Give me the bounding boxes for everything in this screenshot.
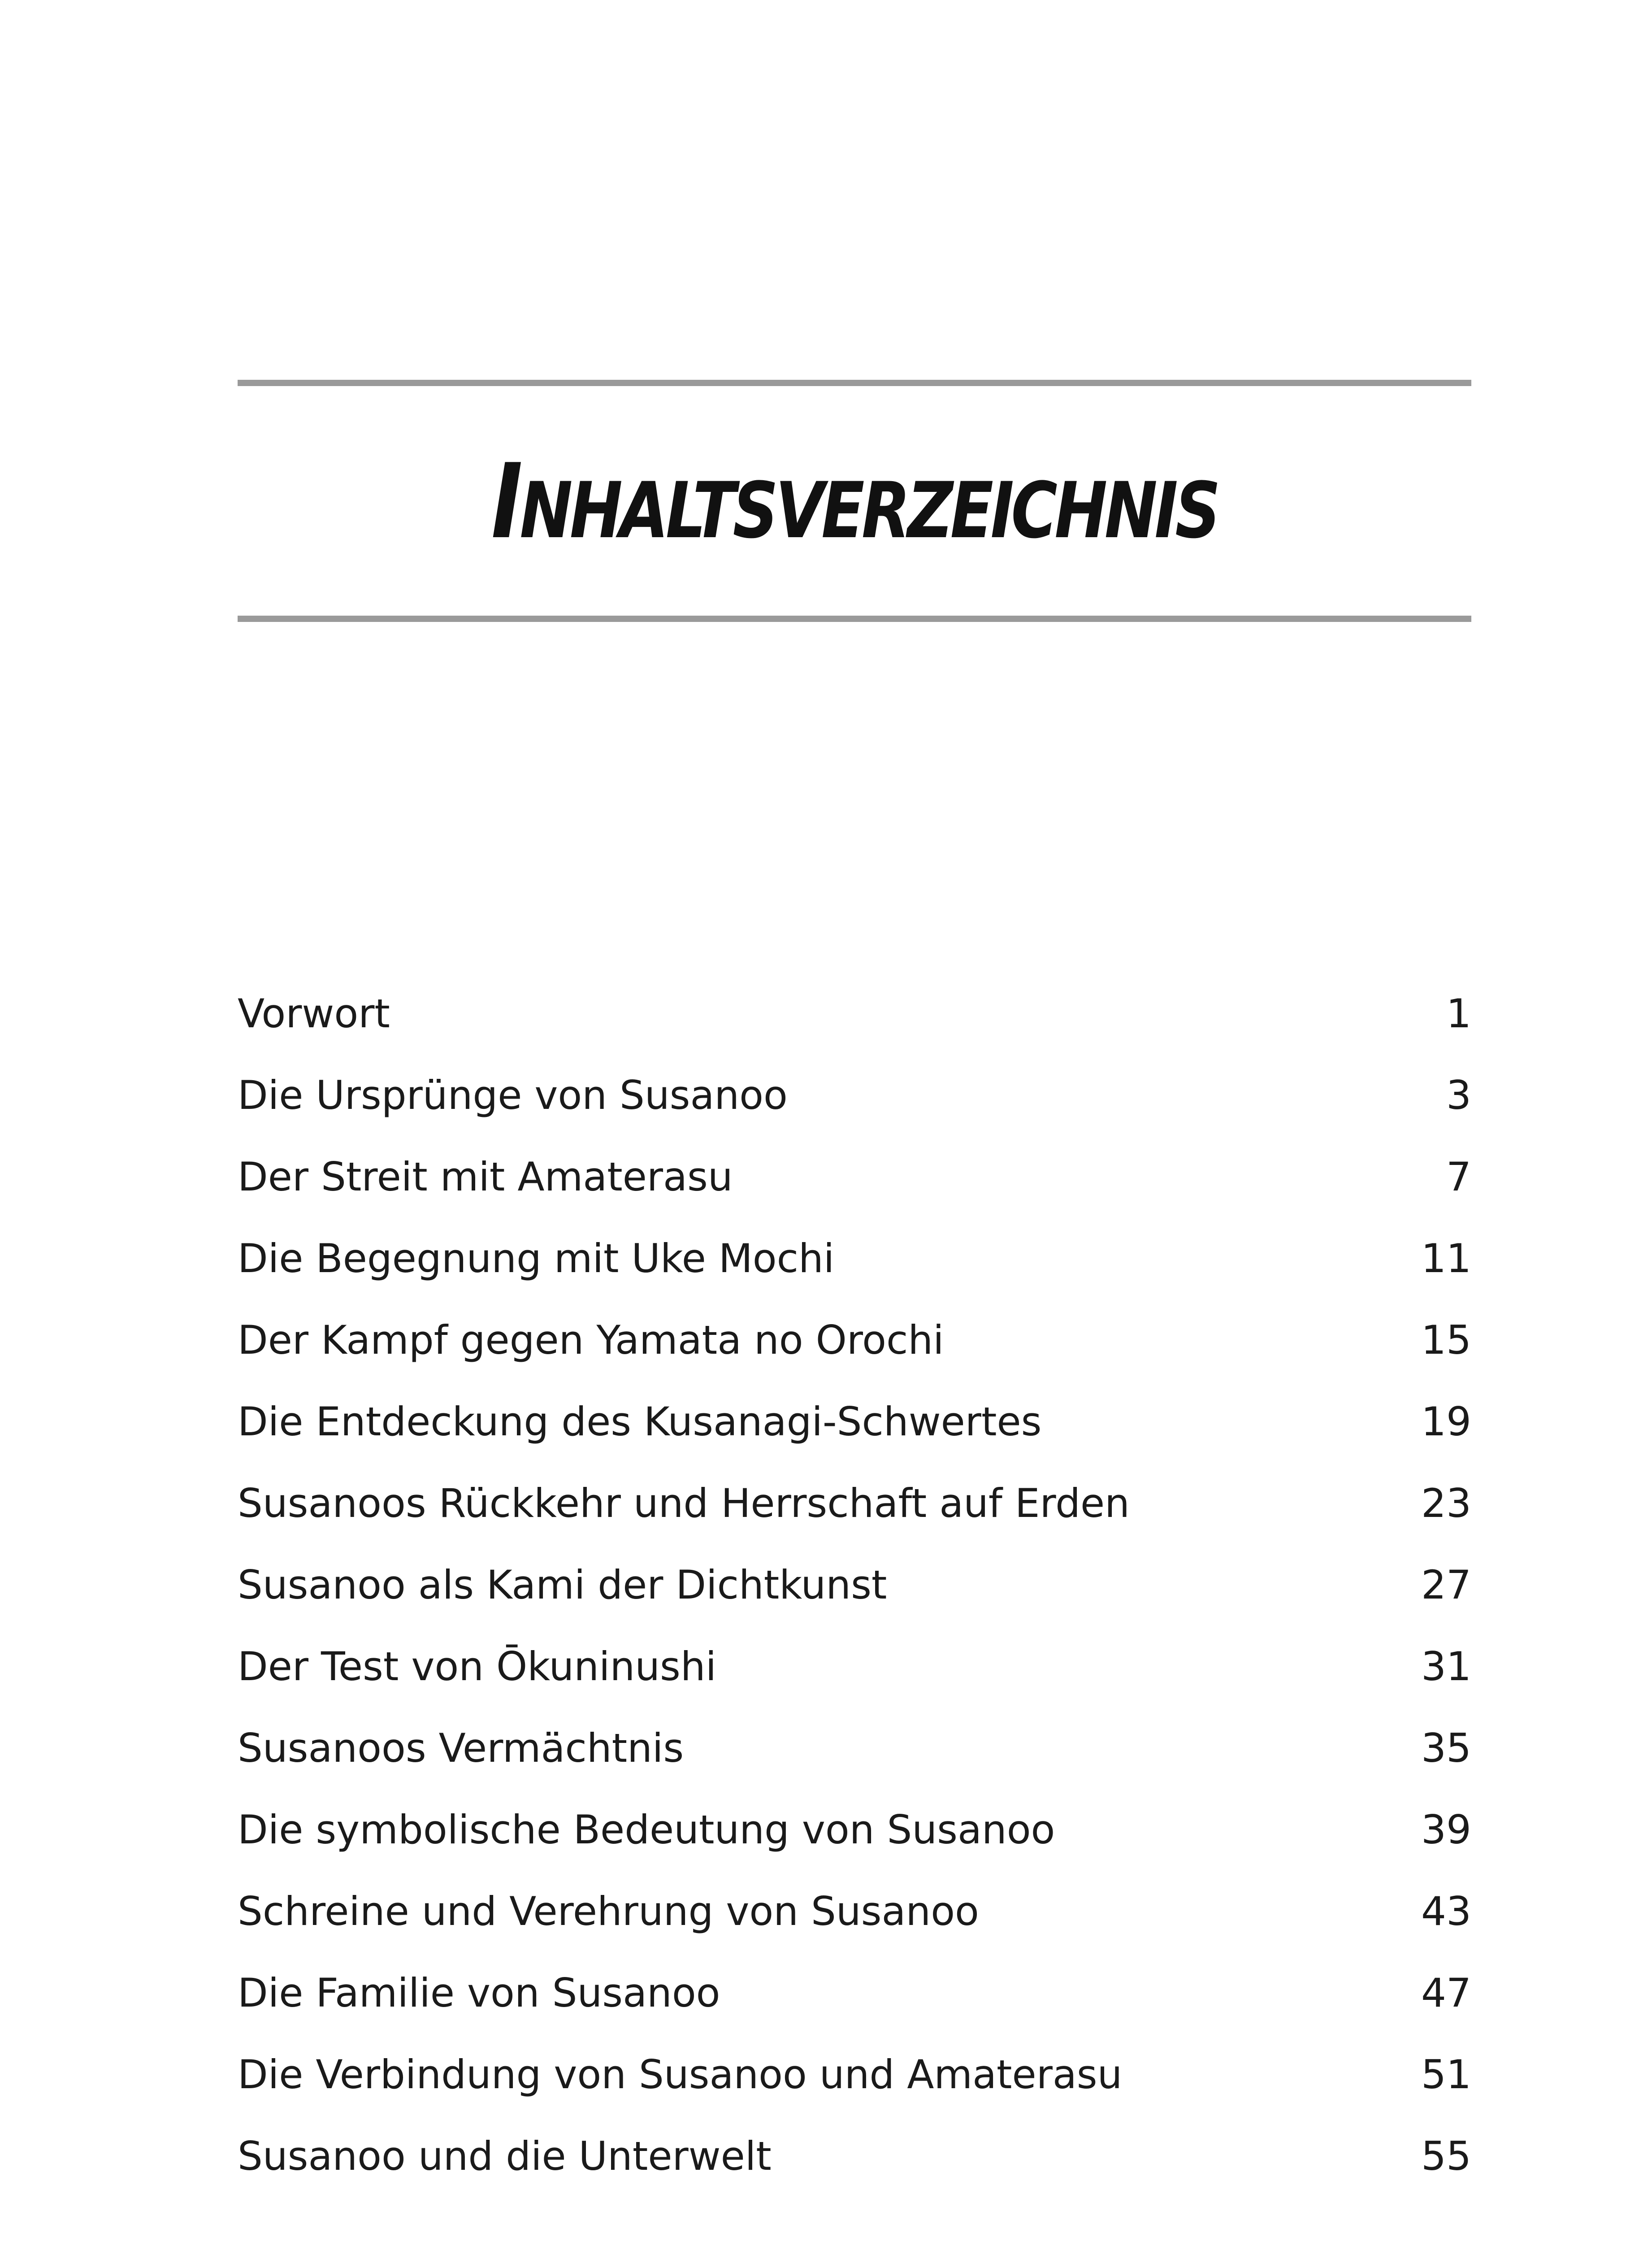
- toc-entry-title: Die Ursprünge von Susanoo: [238, 1072, 788, 1118]
- toc-entry-title: Die Verbindung von Susanoo und Amaterasu: [238, 2051, 1123, 2098]
- toc-entry-title: Susanoos Rückkehr und Herrschaft auf Erden: [238, 1480, 1130, 1526]
- toc-entry[interactable]: [238, 1708, 1471, 1789]
- toc-entry[interactable]: [238, 1952, 1471, 2034]
- toc-entry-title: Die Begegnung mit Uke Mochi: [238, 1235, 835, 1282]
- toc-entry[interactable]: [238, 1381, 1471, 1463]
- toc-entry-page: 23: [1421, 1480, 1471, 1526]
- toc-entry-title: Die Entdeckung des Kusanagi-Schwertes: [238, 1399, 1042, 1445]
- toc-entry-page: 51: [1421, 2051, 1471, 2098]
- toc-entry-title: Susanoo und die Unterwelt: [238, 2133, 772, 2179]
- toc-entry-page: 27: [1421, 1562, 1471, 1608]
- toc-entry-page: 31: [1421, 1643, 1471, 1690]
- toc-entry[interactable]: [238, 2034, 1471, 2116]
- toc-entry-page: 15: [1421, 1317, 1471, 1363]
- toc-entry-title: Susanoos Vermächtnis: [238, 1725, 684, 1771]
- title-rest: NHALTSVERZEICHNIS: [520, 465, 1218, 556]
- toc-entry-title: Der Test von Ōkuninushi: [238, 1643, 717, 1690]
- toc-entry-page: 1: [1446, 991, 1471, 1037]
- toc-entry[interactable]: [238, 973, 1471, 1055]
- toc-entry[interactable]: [238, 1871, 1471, 1952]
- toc-entry-page: 19: [1421, 1399, 1471, 1445]
- toc-entry[interactable]: [238, 1218, 1471, 1299]
- toc-entry-page: 3: [1446, 1072, 1471, 1118]
- toc-entry-page: 47: [1421, 1970, 1471, 2016]
- toc-entry-title: Susanoo als Kami der Dichtkunst: [238, 1562, 887, 1608]
- toc-entry-title: Vorwort: [238, 991, 390, 1037]
- toc-entry-page: 7: [1446, 1154, 1471, 1200]
- toc-entry-title: Die symbolische Bedeutung von Susanoo: [238, 1807, 1055, 1853]
- toc-entry-title: Der Kampf gegen Yamata no Orochi: [238, 1317, 944, 1363]
- toc-entry-page: 11: [1421, 1235, 1471, 1282]
- title-rule-top: [238, 380, 1471, 386]
- table-of-contents: [238, 973, 1471, 2197]
- toc-entry[interactable]: [238, 1299, 1471, 1381]
- toc-entry[interactable]: [238, 1463, 1471, 1544]
- toc-entry-page: 39: [1421, 1807, 1471, 1853]
- toc-entry-title: Der Streit mit Amaterasu: [238, 1154, 733, 1200]
- toc-entry[interactable]: [238, 1544, 1471, 1626]
- toc-entry[interactable]: [238, 2116, 1471, 2197]
- toc-entry-page: 55: [1421, 2133, 1471, 2179]
- title-initial: I: [491, 442, 520, 562]
- toc-entry-page: 43: [1421, 1888, 1471, 1934]
- toc-entry[interactable]: [238, 1055, 1471, 1136]
- toc-entry-title: Die Familie von Susanoo: [238, 1970, 720, 2016]
- title-rule-bottom: [238, 616, 1471, 622]
- toc-entry[interactable]: [238, 1626, 1471, 1708]
- toc-entry[interactable]: [238, 1136, 1471, 1218]
- page-title: [349, 444, 1361, 560]
- toc-entry[interactable]: [238, 1789, 1471, 1871]
- toc-entry-title: Schreine und Verehrung von Susanoo: [238, 1888, 979, 1934]
- toc-entry-page: 35: [1421, 1725, 1471, 1771]
